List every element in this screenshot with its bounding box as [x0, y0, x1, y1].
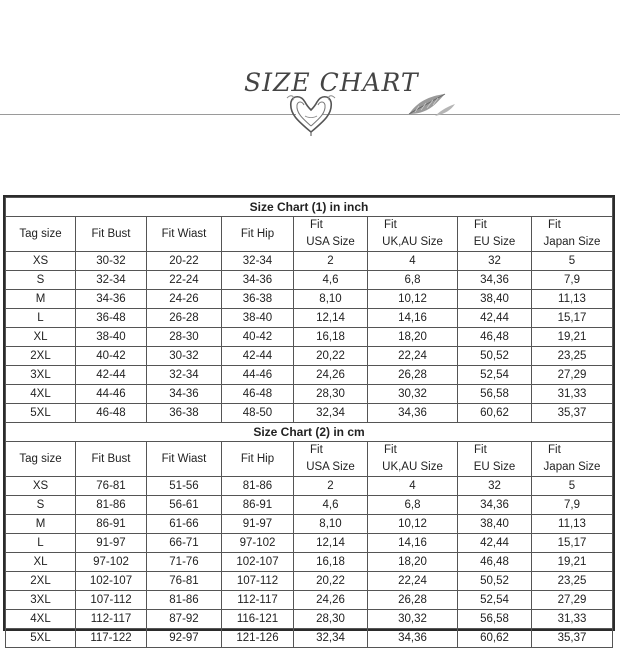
tag-size-cell: 4XL [6, 385, 76, 404]
table-cell: 31,33 [532, 385, 613, 404]
tag-size-cell: XS [6, 477, 76, 496]
table-cell: 32-34 [222, 252, 294, 271]
table-cell: 34,36 [458, 271, 532, 290]
table-cell: 14,16 [368, 309, 458, 328]
table-cell: 20,22 [294, 347, 368, 366]
table-cell: 26,28 [368, 366, 458, 385]
table-cell: 38,40 [458, 290, 532, 309]
table-cell: 10,12 [368, 290, 458, 309]
column-header-uk [368, 217, 458, 252]
table-cell: 35,37 [532, 629, 613, 648]
table-cell: 15,17 [532, 309, 613, 328]
table-cell: 11,13 [532, 515, 613, 534]
header-line-top: Fit [310, 444, 323, 456]
header-line-top: Fit [474, 219, 487, 231]
table-cell: 102-107 [222, 553, 294, 572]
column-header-fit-wiast: Fit Wiast [147, 217, 222, 252]
table-cell: 28-30 [147, 328, 222, 347]
table-cell: 18,20 [368, 553, 458, 572]
table-cell: 4 [368, 252, 458, 271]
table-cell: 10,12 [368, 515, 458, 534]
table-row [6, 515, 613, 534]
table-cell: 19,21 [532, 328, 613, 347]
table-caption-row [6, 423, 613, 442]
table-cell: 35,37 [532, 404, 613, 423]
table-cell: 92-97 [147, 629, 222, 648]
header-line-bottom: Japan Size [543, 461, 601, 473]
table-cell: 48-50 [222, 404, 294, 423]
table-cell: 20-22 [147, 252, 222, 271]
table-cell: 30,32 [368, 385, 458, 404]
table-cell: 34,36 [368, 629, 458, 648]
column-header-fit-wiast: Fit Wiast [147, 442, 222, 477]
column-header-usa [294, 217, 368, 252]
table-cell: 97-102 [222, 534, 294, 553]
column-header-jp [532, 442, 613, 477]
table-row [6, 328, 613, 347]
table-row [6, 610, 613, 629]
table-cell: 30-32 [147, 347, 222, 366]
table-cell: 24,26 [294, 591, 368, 610]
tag-size-cell: S [6, 496, 76, 515]
table-cell: 22,24 [368, 572, 458, 591]
tag-size-cell: L [6, 309, 76, 328]
table-cell: 23,25 [532, 572, 613, 591]
table-cell: 56,58 [458, 610, 532, 629]
table-row [6, 385, 613, 404]
table-cell: 42-44 [76, 366, 147, 385]
feather-icon [405, 92, 457, 118]
table-cell: 46-48 [76, 404, 147, 423]
table-cell: 22,24 [368, 347, 458, 366]
table-cell: 23,25 [532, 347, 613, 366]
header-line-bottom: UK,AU Size [382, 461, 443, 473]
table-cell: 24-26 [147, 290, 222, 309]
table-cell: 36-38 [222, 290, 294, 309]
table-cell: 60,62 [458, 629, 532, 648]
heart-wings-ornament-icon [285, 92, 337, 138]
header-line-top: Fit [474, 444, 487, 456]
table-cell: 8,10 [294, 515, 368, 534]
table-cell: 26-28 [147, 309, 222, 328]
table-cell: 27,29 [532, 591, 613, 610]
header-line-bottom: USA Size [306, 461, 355, 473]
table-cell: 2 [294, 252, 368, 271]
table-cell: 40-42 [222, 328, 294, 347]
table-cell: 28,30 [294, 610, 368, 629]
table-cell: 19,21 [532, 553, 613, 572]
tag-size-cell: 2XL [6, 572, 76, 591]
table-row [6, 572, 613, 591]
table-cell: 61-66 [147, 515, 222, 534]
table-cell: 81-86 [222, 477, 294, 496]
table-cell: 20,22 [294, 572, 368, 591]
tag-size-cell: XL [6, 328, 76, 347]
table-cell: 8,10 [294, 290, 368, 309]
table-cell: 86-91 [222, 496, 294, 515]
table-cell: 112-117 [76, 610, 147, 629]
column-header-tag-size: Tag size [6, 217, 76, 252]
table-cell: 34-36 [76, 290, 147, 309]
tag-size-cell: 3XL [6, 366, 76, 385]
size-chart [3, 195, 615, 644]
column-header-fit-bust: Fit Bust [76, 217, 147, 252]
table-cell: 56,58 [458, 385, 532, 404]
table-cell: 81-86 [147, 591, 222, 610]
table-cell: 32 [458, 252, 532, 271]
header-line-bottom: UK,AU Size [382, 236, 443, 248]
table-cell: 15,17 [532, 534, 613, 553]
divider-line-left [0, 114, 296, 115]
table-cell: 51-56 [147, 477, 222, 496]
table-cell: 14,16 [368, 534, 458, 553]
table-cell: 30-32 [76, 252, 147, 271]
table-cell: 71-76 [147, 553, 222, 572]
table-cell: 4,6 [294, 271, 368, 290]
table-cell: 32,34 [294, 629, 368, 648]
column-header-fit-bust: Fit Bust [76, 442, 147, 477]
table-cell: 34-36 [222, 271, 294, 290]
table-cell: 28,30 [294, 385, 368, 404]
table-cell: 52,54 [458, 591, 532, 610]
table-cell: 7,9 [532, 496, 613, 515]
column-header-fit-hip: Fit Hip [222, 217, 294, 252]
table-cell: 38-40 [222, 309, 294, 328]
table-cell: 81-86 [76, 496, 147, 515]
table-cell: 18,20 [368, 328, 458, 347]
table-row [6, 290, 613, 309]
table-cell: 46,48 [458, 553, 532, 572]
table-cell: 112-117 [222, 591, 294, 610]
table-cell: 26,28 [368, 591, 458, 610]
table-row [6, 309, 613, 328]
table-cell: 31,33 [532, 610, 613, 629]
column-header-usa [294, 442, 368, 477]
table-cell: 42-44 [222, 347, 294, 366]
table-row [6, 404, 613, 423]
table-cell: 117-122 [76, 629, 147, 648]
table-caption-row [6, 198, 613, 217]
header-line-top: Fit [384, 444, 397, 456]
table-cell: 52,54 [458, 366, 532, 385]
table-cell: 107-112 [222, 572, 294, 591]
table-cell: 16,18 [294, 328, 368, 347]
table-cell: 32-34 [147, 366, 222, 385]
table-row [6, 347, 613, 366]
table-cell: 12,14 [294, 534, 368, 553]
table-row [6, 629, 613, 648]
table-cell: 34,36 [368, 404, 458, 423]
tag-size-cell: XL [6, 553, 76, 572]
header-banner [0, 0, 620, 190]
tag-size-cell: 4XL [6, 610, 76, 629]
table-header-row [6, 217, 613, 252]
header-line-bottom: Japan Size [543, 236, 601, 248]
tag-size-cell: 5XL [6, 404, 76, 423]
header-line-top: Fit [548, 219, 561, 231]
table-cell: 2 [294, 477, 368, 496]
column-header-fit-hip: Fit Hip [222, 442, 294, 477]
table-cell: 12,14 [294, 309, 368, 328]
table-cell: 76-81 [76, 477, 147, 496]
table-caption: Size Chart (2) in cm [6, 423, 613, 442]
table-cell: 38-40 [76, 328, 147, 347]
tag-size-cell: 5XL [6, 629, 76, 648]
table-cell: 46-48 [222, 385, 294, 404]
table-cell: 97-102 [76, 553, 147, 572]
header-line-bottom: USA Size [306, 236, 355, 248]
table-cell: 38,40 [458, 515, 532, 534]
table-cell: 87-92 [147, 610, 222, 629]
tag-size-cell: 3XL [6, 591, 76, 610]
table-cell: 76-81 [147, 572, 222, 591]
table-row [6, 553, 613, 572]
tag-size-cell: M [6, 515, 76, 534]
table-row [6, 477, 613, 496]
table-cell: 4,6 [294, 496, 368, 515]
tag-size-cell: M [6, 290, 76, 309]
header-line-bottom: EU Size [473, 236, 516, 248]
table-cell: 121-126 [222, 629, 294, 648]
table-cell: 5 [532, 477, 613, 496]
tag-size-cell: XS [6, 252, 76, 271]
table-cell: 32,34 [294, 404, 368, 423]
tag-size-cell: L [6, 534, 76, 553]
table-cell: 56-61 [147, 496, 222, 515]
tag-size-cell: 2XL [6, 347, 76, 366]
table-cell: 40-42 [76, 347, 147, 366]
column-header-uk [368, 442, 458, 477]
header-line-top: Fit [310, 219, 323, 231]
table-cell: 7,9 [532, 271, 613, 290]
table-row [6, 591, 613, 610]
table-row [6, 366, 613, 385]
page-title: SIZE CHART [244, 68, 419, 97]
table-caption: Size Chart (1) in inch [6, 198, 613, 217]
table-row [6, 252, 613, 271]
table-cell: 27,29 [532, 366, 613, 385]
table-cell: 60,62 [458, 404, 532, 423]
table-cell: 6,8 [368, 496, 458, 515]
table-header-row [6, 442, 613, 477]
table-cell: 46,48 [458, 328, 532, 347]
divider-line-right [322, 114, 620, 115]
table-cell: 11,13 [532, 290, 613, 309]
table-cell: 34-36 [147, 385, 222, 404]
table-cell: 24,26 [294, 366, 368, 385]
table-cell: 36-48 [76, 309, 147, 328]
column-header-eu [458, 217, 532, 252]
table-cell: 44-46 [76, 385, 147, 404]
tag-size-cell: S [6, 271, 76, 290]
table-cell: 91-97 [76, 534, 147, 553]
table-cell: 36-38 [147, 404, 222, 423]
header-line-top: Fit [384, 219, 397, 231]
table-cell: 30,32 [368, 610, 458, 629]
table-row [6, 271, 613, 290]
table-cell: 5 [532, 252, 613, 271]
table-cell: 42,44 [458, 309, 532, 328]
table-cell: 32-34 [76, 271, 147, 290]
table-cell: 50,52 [458, 347, 532, 366]
table-cell: 42,44 [458, 534, 532, 553]
column-header-jp [532, 217, 613, 252]
table-cell: 50,52 [458, 572, 532, 591]
table-cell: 116-121 [222, 610, 294, 629]
size-table [5, 197, 613, 648]
table-cell: 102-107 [76, 572, 147, 591]
table-cell: 32 [458, 477, 532, 496]
table-cell: 34,36 [458, 496, 532, 515]
table-cell: 66-71 [147, 534, 222, 553]
table-cell: 6,8 [368, 271, 458, 290]
column-header-eu [458, 442, 532, 477]
column-header-tag-size: Tag size [6, 442, 76, 477]
table-cell: 16,18 [294, 553, 368, 572]
table-cell: 86-91 [76, 515, 147, 534]
table-cell: 91-97 [222, 515, 294, 534]
header-line-bottom: EU Size [473, 461, 516, 473]
table-cell: 4 [368, 477, 458, 496]
table-cell: 22-24 [147, 271, 222, 290]
header-line-top: Fit [548, 444, 561, 456]
table-cell: 107-112 [76, 591, 147, 610]
table-row [6, 496, 613, 515]
table-cell: 44-46 [222, 366, 294, 385]
table-row [6, 534, 613, 553]
